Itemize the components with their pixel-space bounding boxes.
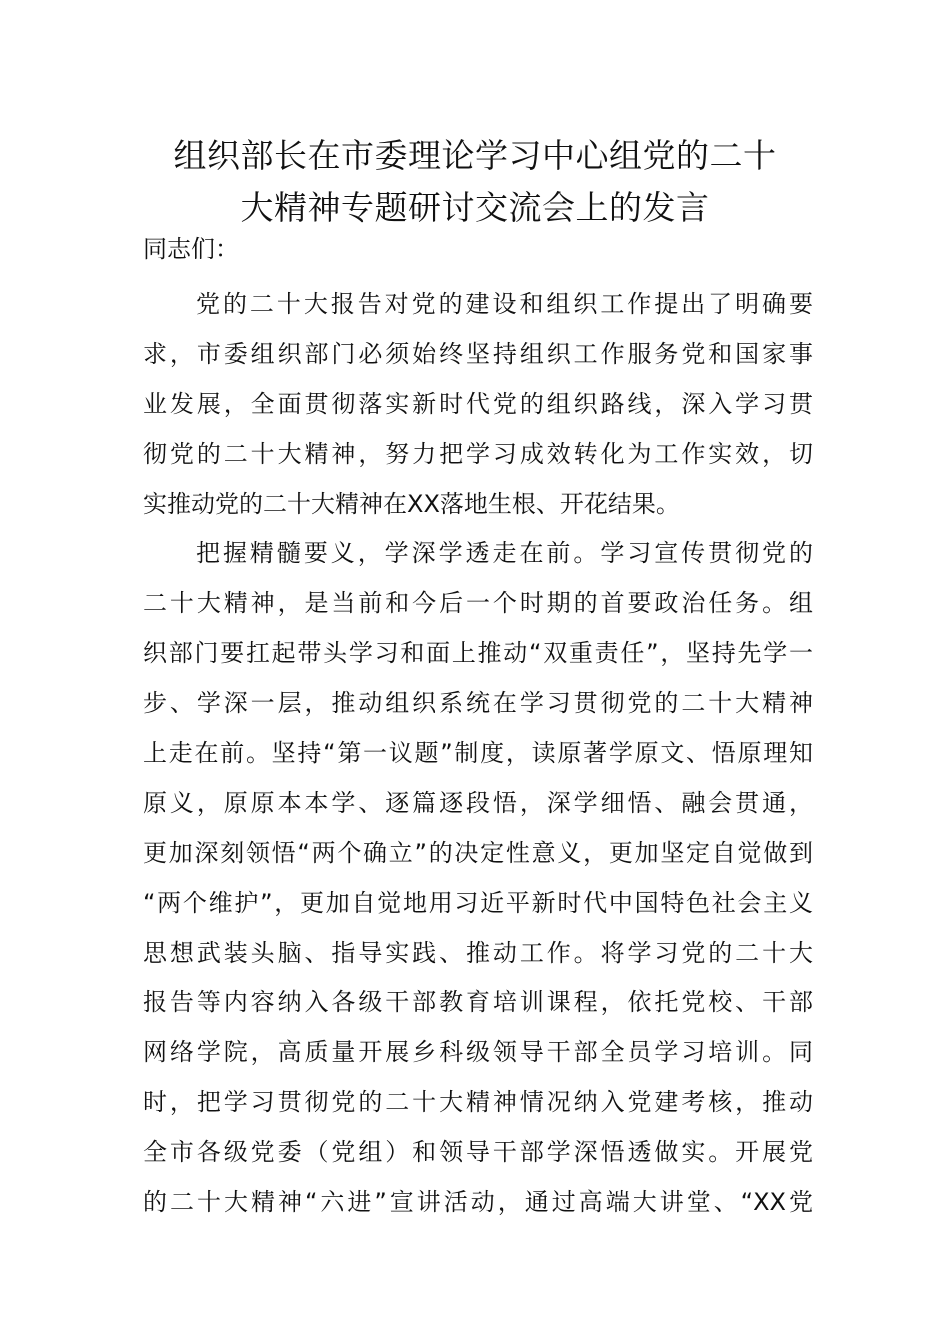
paragraph-line: 实推动党的二十大精神在XX落地生根、开花结果。 — [143, 489, 680, 518]
title-line-2: 大精神专题研讨交流会上的发言 — [240, 188, 710, 227]
paragraph-line: 报告等内容纳入各级干部教育培训课程，依托党校、干部 — [143, 988, 813, 1017]
paragraph-line: 业发展，全面贯彻落实新时代党的组织路线，深入学习贯 — [143, 389, 813, 418]
paragraph-line: 时，把学习贯彻党的二十大精神情况纳入党建考核，推动 — [143, 1088, 813, 1117]
paragraph-line: 把握精髓要义，学深学透走在前。学习宣传贯彻党的 — [196, 539, 813, 568]
paragraph-line: 的二十大精神“六进”宣讲活动，通过高端大讲堂、“XX党 — [143, 1188, 813, 1217]
paragraph-line: 原义，原原本本学、逐篇逐段悟，深学细悟、融会贯通， — [143, 788, 813, 817]
paragraph-line: 织部门要扛起带头学习和面上推动“双重责任”，坚持先学一 — [143, 639, 813, 668]
paragraph-line: 彻党的二十大精神，努力把学习成效转化为工作实效，切 — [143, 439, 813, 468]
paragraph-1 — [143, 280, 813, 529]
paragraph-2 — [143, 529, 813, 1227]
salutation: 同志们： — [143, 235, 239, 263]
title-line-1: 组织部长在市委理论学习中心组党的二十 — [173, 136, 777, 175]
paragraph-line: 上走在前。坚持“第一议题”制度，读原著学原文、悟原理知 — [143, 739, 813, 768]
paragraph-line: 党的二十大报告对党的建设和组织工作提出了明确要 — [196, 290, 813, 318]
paragraph-line: 步、学深一层，推动组织系统在学习贯彻党的二十大精神 — [143, 689, 813, 718]
paragraph-line: 思想武装头脑、指导实践、推动工作。将学习党的二十大 — [143, 938, 813, 967]
paragraph-line: 二十大精神，是当前和今后一个时期的首要政治任务。组 — [143, 589, 813, 618]
paragraph-line: “两个维护”，更加自觉地用习近平新时代中国特色社会主义 — [143, 888, 813, 917]
document-title — [140, 130, 810, 234]
document-body — [143, 280, 813, 1228]
paragraph-line: 求，市委组织部门必须始终坚持组织工作服务党和国家事 — [143, 339, 813, 368]
paragraph-line: 更加深刻领悟“两个确立”的决定性意义，更加坚定自觉做到 — [143, 838, 813, 867]
paragraph-line: 全市各级党委（党组）和领导干部学深悟透做实。开展党 — [143, 1138, 813, 1167]
paragraph-line: 网络学院，高质量开展乡科级领导干部全员学习培训。同 — [143, 1038, 813, 1067]
